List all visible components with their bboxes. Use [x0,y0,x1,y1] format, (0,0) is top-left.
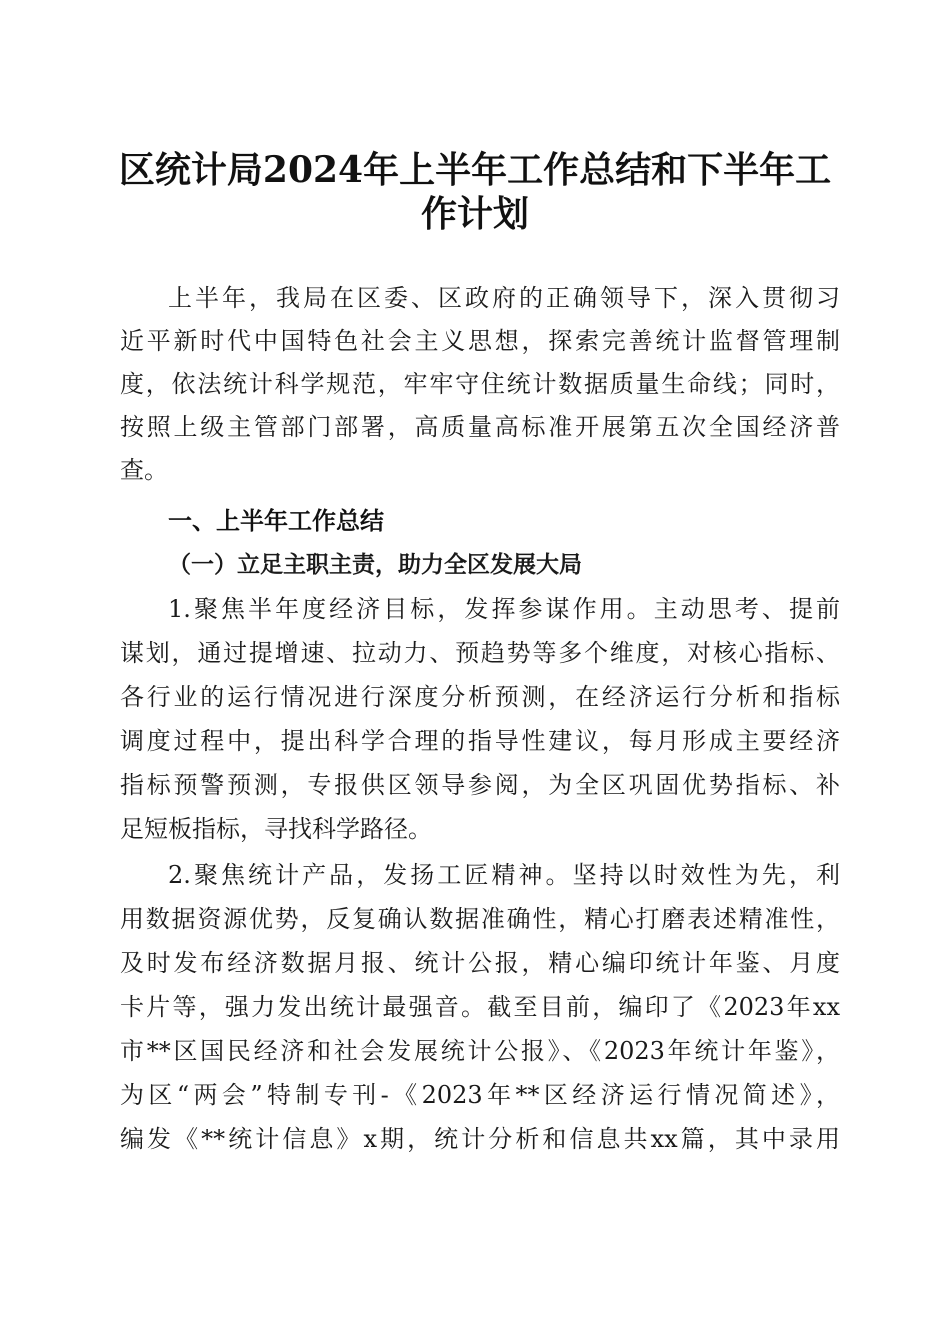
item1-line: 谋划，通过提增速、拉动力、预趋势等多个维度，对核心指标、 [120,639,840,667]
intro-line: 上半年，我局在区委、区政府的正确领导下，深入贯彻习 [168,284,840,312]
item2-line: 为区“两会”特制专刊-《2023年**区经济运行情况简述》， [120,1081,840,1109]
document-title-line-2: 作计划 [420,193,529,235]
intro-line: 近平新时代中国特色社会主义思想，探索完善统计监督管理制 [120,327,840,355]
item2-line: 用数据资源优势，反复确认数据准确性，精心打磨表述精准性， [120,905,840,933]
intro-line: 查。 [120,456,168,484]
item2-line: 编发《**统计信息》x期，统计分析和信息共xx篇，其中录用 [120,1125,840,1153]
item2-line: 及时发布经济数据月报、统计公报，精心编印统计年鉴、月度 [120,949,840,977]
intro-line: 度，依法统计科学规范，牢牢守住统计数据质量生命线；同时， [120,370,840,398]
section-heading: 一、上半年工作总结 [168,507,384,535]
item1-line: 各行业的运行情况进行深度分析预测，在经济运行分析和指标 [120,683,840,711]
item2-line: 市**区国民经济和社会发展统计公报》、《2023年统计年鉴》， [120,1037,840,1065]
item2-line: 2.聚焦统计产品，发扬工匠精神。坚持以时效性为先，利 [168,861,840,889]
subsection-heading: （一）立足主职主责，助力全区发展大局 [168,551,582,578]
item1-line: 足短板指标，寻找科学路径。 [120,815,432,843]
item1-line: 调度过程中，提出科学合理的指导性建议，每月形成主要经济 [120,727,840,755]
item2-line: 卡片等，强力发出统计最强音。截至目前，编印了《2023年xx [120,993,840,1021]
item1-line: 1.聚焦半年度经济目标，发挥参谋作用。主动思考、提前 [168,595,840,623]
document-title-line-1: 区统计局2024年上半年工作总结和下半年工 [118,149,832,191]
intro-line: 按照上级主管部门部署，高质量高标准开展第五次全国经济普 [120,413,840,441]
item1-line: 指标预警预测，专报供区领导参阅，为全区巩固优势指标、补 [120,771,840,799]
